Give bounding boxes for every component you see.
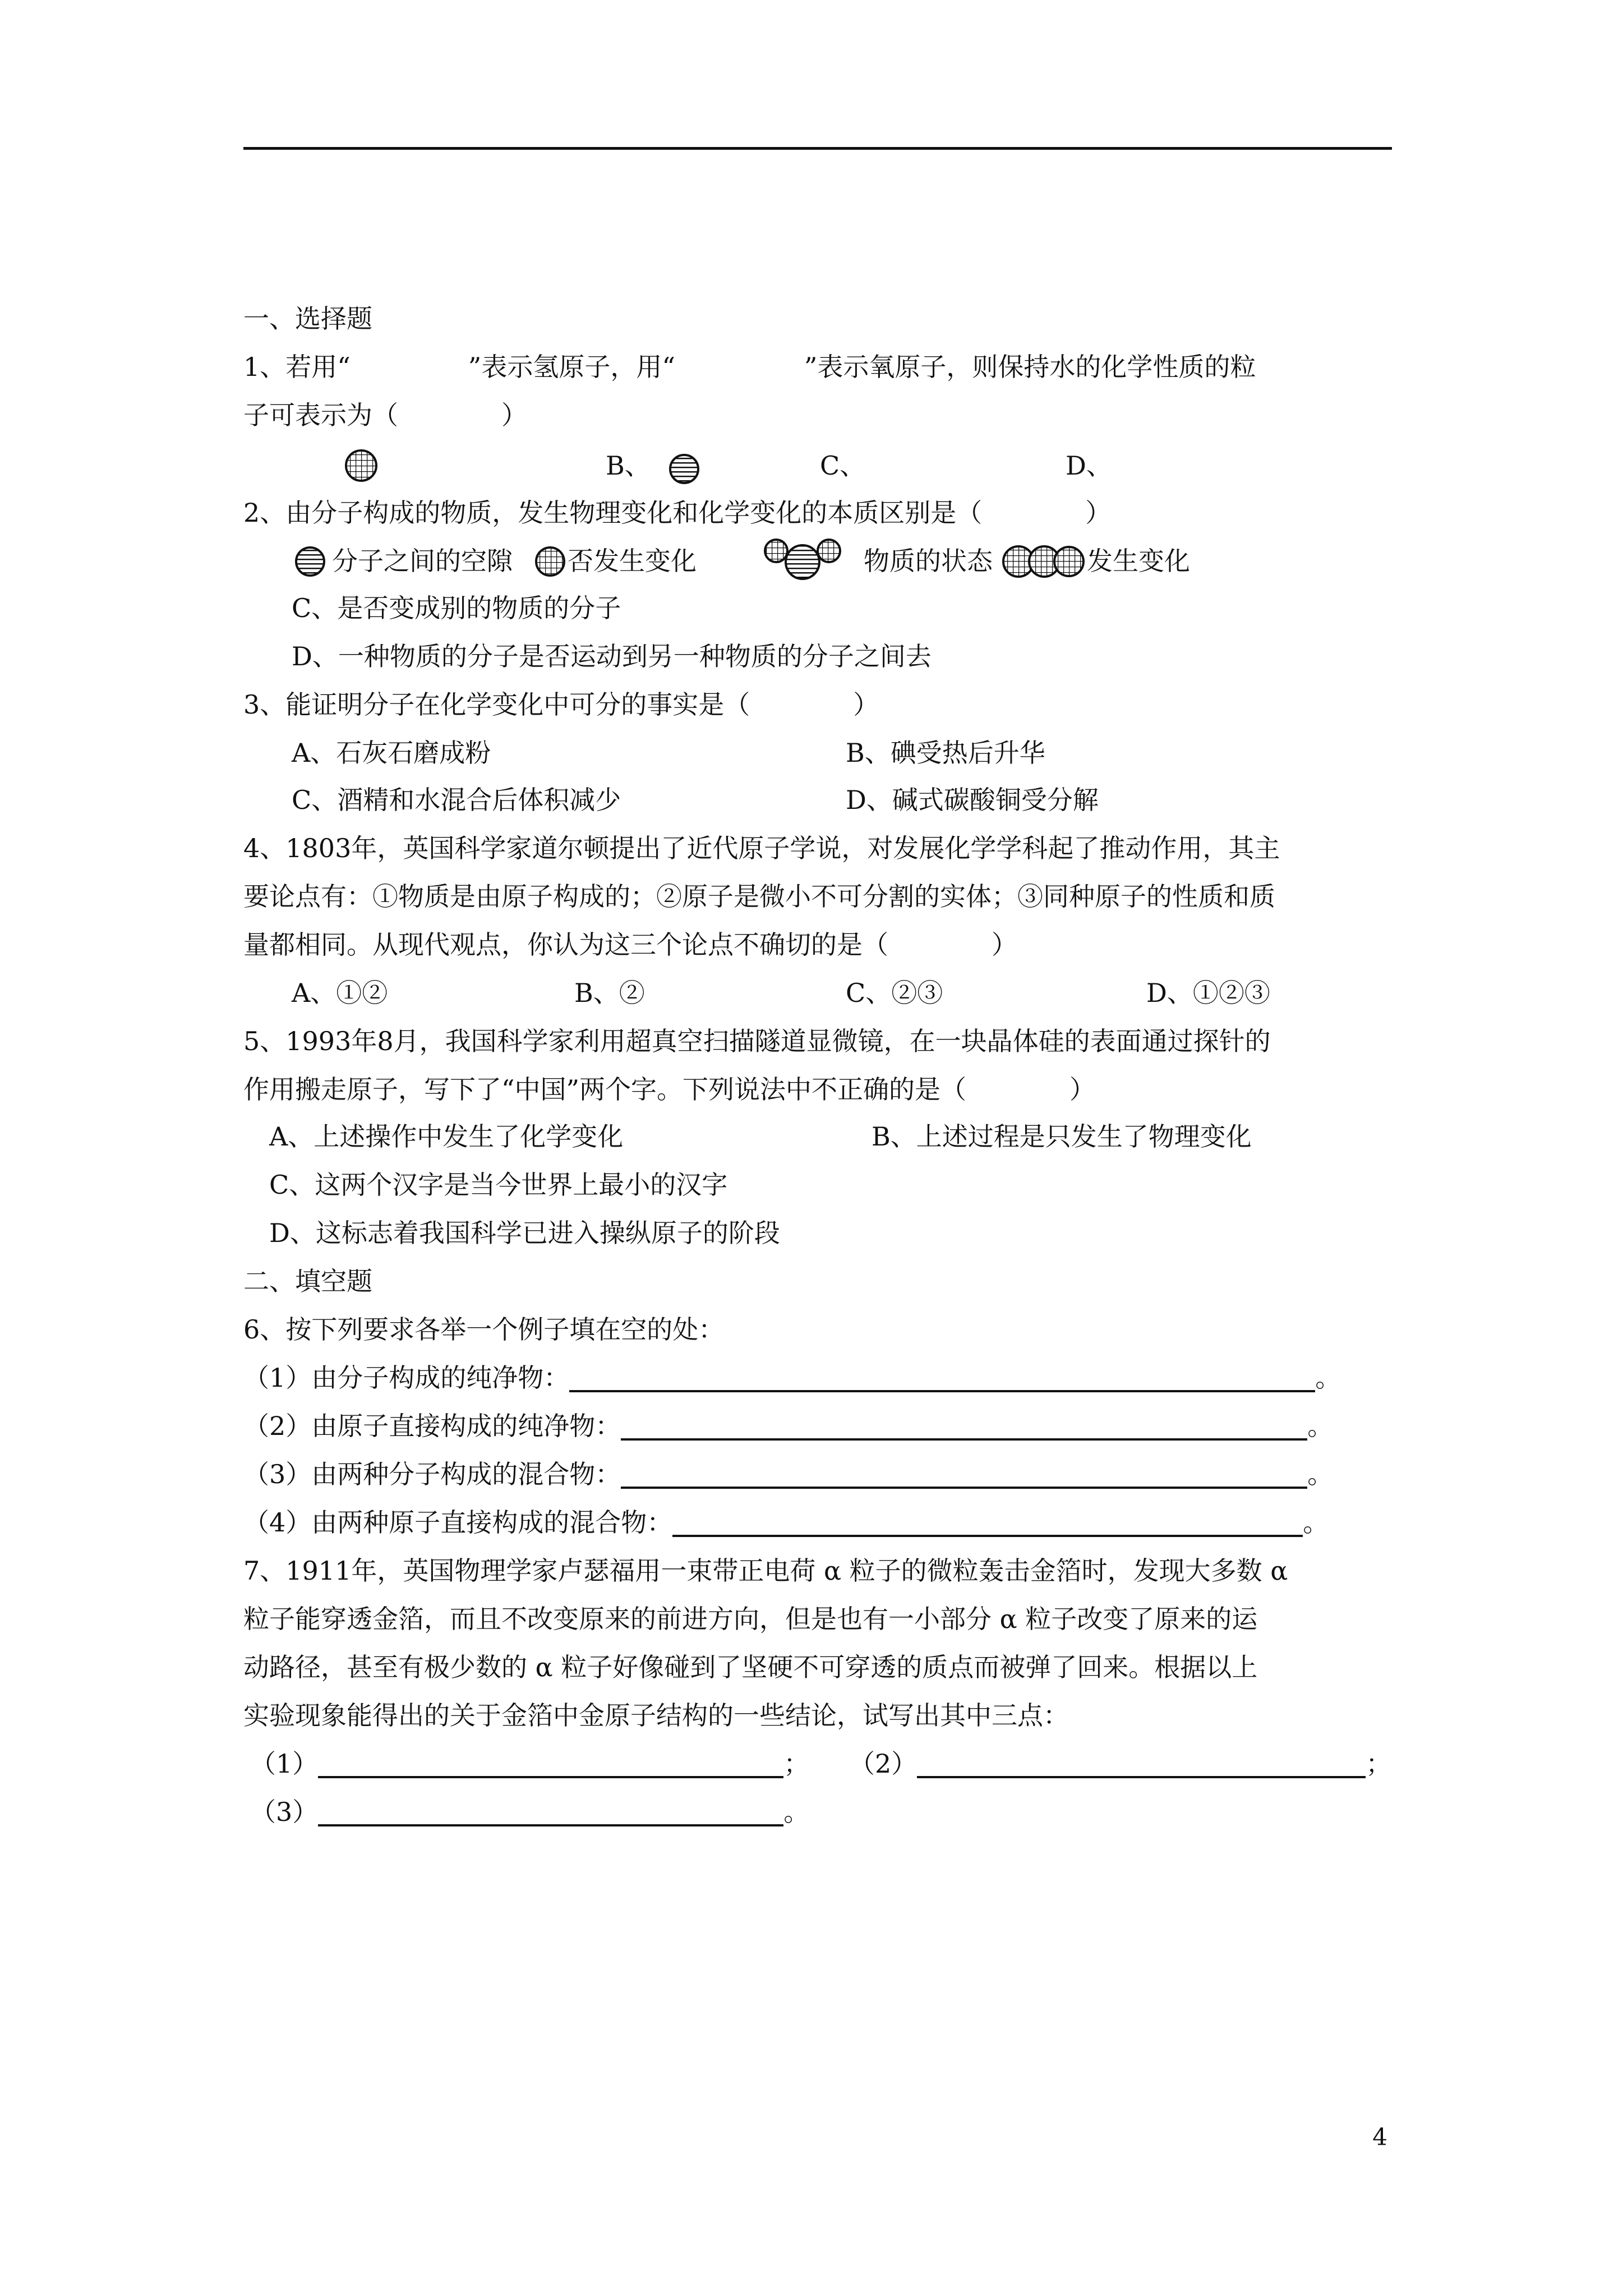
- q4-line2: 要论点有：①物质是由原子构成的；②原子是微小不可分割的实体；③同种原子的性质和质: [243, 881, 1275, 912]
- q3-option-d: D、碱式碳酸铜受分解: [846, 785, 1099, 815]
- q6-stem: 6、按下列要求各举一个例子填在空的处：: [243, 1314, 725, 1345]
- semicolon: ；: [1366, 1749, 1392, 1779]
- q6-item-4: [243, 1506, 1329, 1539]
- period: 。: [783, 1797, 810, 1827]
- q5-option-d: D、这标志着我国科学已进入操纵原子的阶段: [269, 1218, 780, 1248]
- answer-blank[interactable]: [917, 1748, 1366, 1778]
- q1-line1: [243, 350, 1256, 384]
- q1-text-b: ”表示氢原子，用“: [468, 352, 675, 382]
- answer-blank[interactable]: [621, 1458, 1307, 1489]
- q6-item-2: [243, 1409, 1333, 1443]
- answer-blank[interactable]: [672, 1507, 1303, 1537]
- q3-option-c: C、酒精和水混合后体积减少: [292, 785, 621, 815]
- period: 。: [1303, 1507, 1329, 1538]
- q7-answer-2: [849, 1747, 1391, 1780]
- molecule-pair-icon: [1002, 544, 1086, 579]
- q7-answer-1-label: （1）: [250, 1749, 319, 1779]
- q6-item-1: [243, 1361, 1341, 1395]
- q7-answer-2-label: （2）: [849, 1749, 917, 1779]
- q1-option-d: D、: [1066, 450, 1112, 481]
- q2-option-d: D、一种物质的分子是否运动到另一种物质的分子之间去: [292, 641, 932, 671]
- q2-option-c: C、是否变成别的物质的分子: [292, 593, 621, 623]
- striped-atom-icon: [292, 545, 329, 578]
- q2-option-a-tail: 否发生变化: [568, 546, 697, 576]
- grid-atom-icon: [534, 545, 566, 578]
- q7-answer-1: [250, 1747, 809, 1780]
- answer-blank[interactable]: [621, 1410, 1307, 1441]
- q5-option-b: B、上述过程是只发生了物理变化: [872, 1121, 1252, 1152]
- q2-option-a-partial: 分子之间的空隙: [332, 546, 513, 576]
- semicolon: ；: [783, 1749, 810, 1779]
- q3-option-a: A、石灰石磨成粉: [292, 738, 491, 768]
- q2-option-b-partial: 物质的状态: [864, 546, 993, 576]
- page-number: 4: [1372, 2123, 1387, 2151]
- q6-item-2-label: （2）由原子直接构成的纯净物：: [243, 1411, 621, 1441]
- q3-option-b: B、碘受热后升华: [846, 738, 1045, 768]
- q2-option-b-tail: 发生变化: [1087, 546, 1190, 576]
- q4-line1: 4、1803年，英国科学家道尔顿提出了近代原子学说，对发展化学学科起了推动作用，其主: [243, 833, 1280, 863]
- section-title-fill: 二、填空题: [243, 1266, 372, 1296]
- q5-line1: 5、1993年8月，我国科学家利用超真空扫描隧道显微镜，在一块晶体硅的表面通过探针的: [243, 1026, 1271, 1056]
- section-title-choice: 一、选择题: [243, 303, 372, 334]
- molecule-icon: [760, 536, 845, 581]
- q7-line2: 粒子能穿透金箔，而且不改变原来的前进方向，但是也有一小部分 α 粒子改变了原来的运: [243, 1604, 1258, 1634]
- answer-blank[interactable]: [318, 1748, 783, 1778]
- q6-item-4-label: （4）由两种原子直接构成的混合物：: [243, 1507, 673, 1538]
- q3-stem: 3、能证明分子在化学变化中可分的事实是（ ）: [243, 689, 879, 720]
- q4-option-a: A、①②: [292, 978, 388, 1008]
- q7-answer-3-label: （3）: [250, 1797, 319, 1827]
- q1-option-c: C、: [820, 450, 866, 481]
- q5-option-c: C、这两个汉字是当今世界上最小的汉字: [269, 1170, 728, 1200]
- q1-option-b: B、: [606, 450, 651, 481]
- period: 。: [1307, 1411, 1334, 1441]
- period: 。: [1315, 1363, 1341, 1393]
- q7-answer-3: [250, 1795, 809, 1829]
- q1-line2: 子可表示为（ ）: [243, 400, 527, 430]
- q6-item-3: [243, 1457, 1333, 1491]
- q4-option-c: C、②③: [846, 978, 943, 1008]
- q7-line3: 动路径，甚至有极少数的 α 粒子好像碰到了坚硬不可穿透的质点而被弹了回来。根据以上: [243, 1652, 1258, 1682]
- q6-item-1-label: （1）由分子构成的纯净物：: [243, 1363, 570, 1393]
- q5-option-a: A、上述操作中发生了化学变化: [269, 1121, 624, 1152]
- q5-line2: 作用搬走原子，写下了“中国”两个字。下列说法中不正确的是（ ）: [243, 1074, 1096, 1105]
- header-rule: [243, 147, 1392, 150]
- period: 。: [1307, 1459, 1334, 1489]
- answer-blank[interactable]: [569, 1362, 1315, 1392]
- answer-blank[interactable]: [318, 1796, 783, 1826]
- q2-stem: 2、由分子构成的物质，发生物理变化和化学变化的本质区别是（ ）: [243, 498, 1112, 528]
- q7-line4: 实验现象能得出的关于金箔中金原子结构的一些结论，试写出其中三点：: [243, 1700, 1069, 1731]
- q1-text-c: ”表示氧原子，则保持水的化学性质的粒: [804, 352, 1256, 382]
- q1-text-a: 1、若用“: [243, 352, 351, 382]
- q4-option-d: D、①②③: [1146, 978, 1270, 1008]
- q4-line3: 量都相同。从现代观点，你认为这三个论点不确切的是（ ）: [243, 930, 1017, 960]
- grid-atom-icon: [344, 449, 378, 482]
- q4-option-b: B、②: [574, 978, 645, 1008]
- q7-line1: 7、1911年，英国物理学家卢瑟福用一束带正电荷 α 粒子的微粒轰击金箔时，发现大多数 α: [243, 1556, 1288, 1586]
- striped-atom-icon: [668, 453, 700, 485]
- q6-item-3-label: （3）由两种分子构成的混合物：: [243, 1459, 621, 1489]
